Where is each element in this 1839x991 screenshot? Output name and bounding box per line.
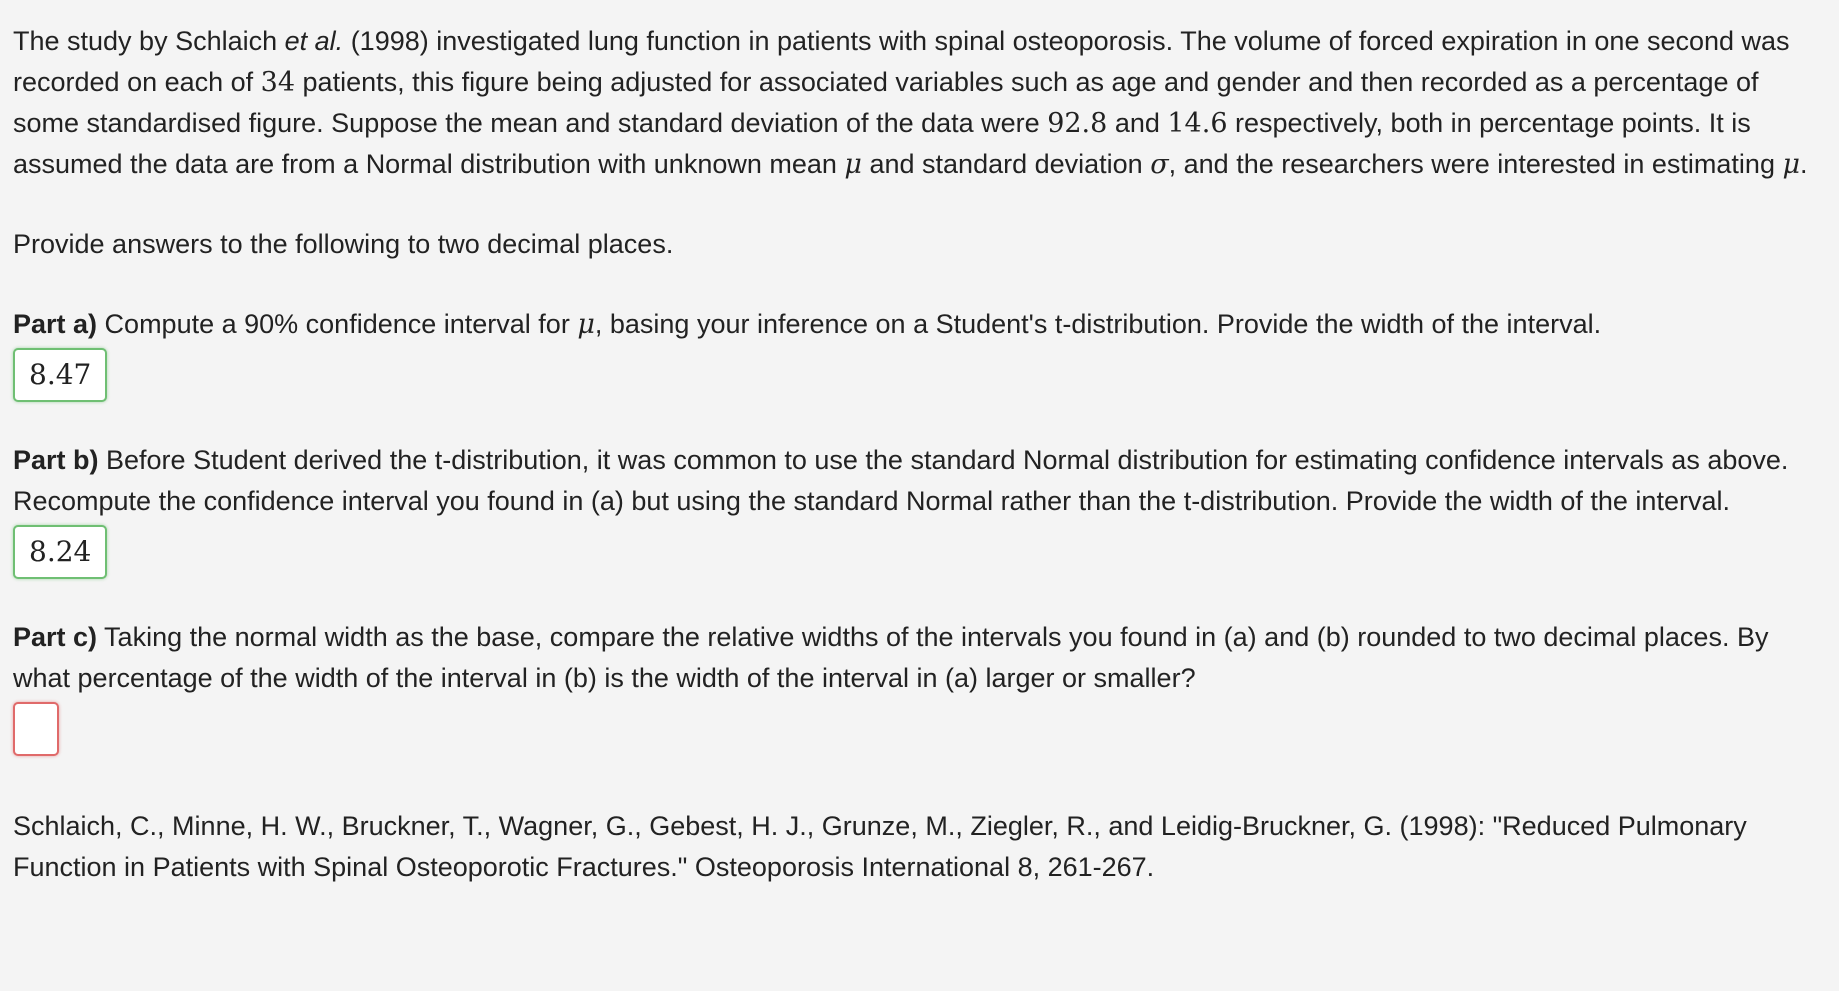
- mu-symbol: μ: [577, 309, 595, 340]
- part-a: [13, 304, 1829, 402]
- part-c-answer-input[interactable]: [13, 702, 59, 756]
- question-intro: [13, 21, 1829, 185]
- intro-etal: et al.: [284, 26, 344, 56]
- sample-size-value: 34: [260, 67, 296, 98]
- instructions: Provide answers to the following to two decimal places.: [13, 229, 674, 259]
- mu-symbol: μ: [1782, 149, 1801, 180]
- intro-text: respectively, both in percentage points. It is assumed the data are from a Normal distribution with unknown mean: [13, 108, 1751, 179]
- part-c-text: Taking the normal width as the base, compare the relative widths of the intervals you found in (a) and (b) rounded to two decimal places. By what percentage of the width of the interval in (b) is the width of the interval in (a) larger or smaller?: [13, 622, 1769, 693]
- reference-citation: Schlaich, C., Minne, H. W., Bruckner, T., Wagner, G., Gebest, H. J., Grunze, M., Ziegler, R., and Leidig-Bruckner, G. (1998): "Reduced Pulmonary Function in Patients with Spinal Osteoporotic Fractures." Osteoporosis International 8, 261-267.: [13, 811, 1747, 882]
- intro-text: (1998) investigated lung function in patients with spinal osteoporosis. The volume of forced expiration in one second was recorded on each of: [13, 26, 1790, 97]
- part-b-text: Before Student derived the t-distribution, it was common to use the standard Normal distribution for estimating confidence intervals as above. Recompute the confidence interval you found in (a) but using the standard Normal rather than the t-distribution. Provide the width of the interval.: [13, 445, 1789, 516]
- part-a-question: [13, 304, 1829, 345]
- part-b-label: Part b): [13, 445, 99, 475]
- part-a-label: Part a): [13, 309, 98, 339]
- intro-text: The study by Schlaich: [13, 26, 285, 56]
- mean-value: 92.8: [1047, 108, 1108, 139]
- mu-symbol: μ: [844, 149, 862, 180]
- part-c: [13, 617, 1829, 768]
- intro-text: and: [1107, 108, 1168, 138]
- sd-value: 14.6: [1167, 108, 1228, 139]
- part-a-answer-input[interactable]: 8.47: [13, 348, 107, 402]
- intro-text: , and the researchers were interested in estimating: [1168, 149, 1783, 179]
- part-c-question: [13, 617, 1829, 699]
- intro-text: and standard deviation: [861, 149, 1151, 179]
- part-a-text: , basing your inference on a Student's t-distribution. Provide the width of the interval.: [594, 309, 1602, 339]
- part-c-label: Part c): [13, 622, 98, 652]
- part-b: [13, 440, 1829, 579]
- sigma-symbol: σ: [1150, 149, 1169, 180]
- part-b-question: [13, 440, 1829, 522]
- intro-text: patients, this figure being adjusted for associated variables such as age and gender and then recorded as a percentage of some standardised figure. Suppose the mean and standard deviation of the data were: [13, 67, 1759, 138]
- part-b-answer-input[interactable]: 8.24: [13, 525, 107, 579]
- part-a-text: Compute a 90% confidence interval for: [97, 309, 578, 339]
- intro-text: .: [1800, 149, 1808, 179]
